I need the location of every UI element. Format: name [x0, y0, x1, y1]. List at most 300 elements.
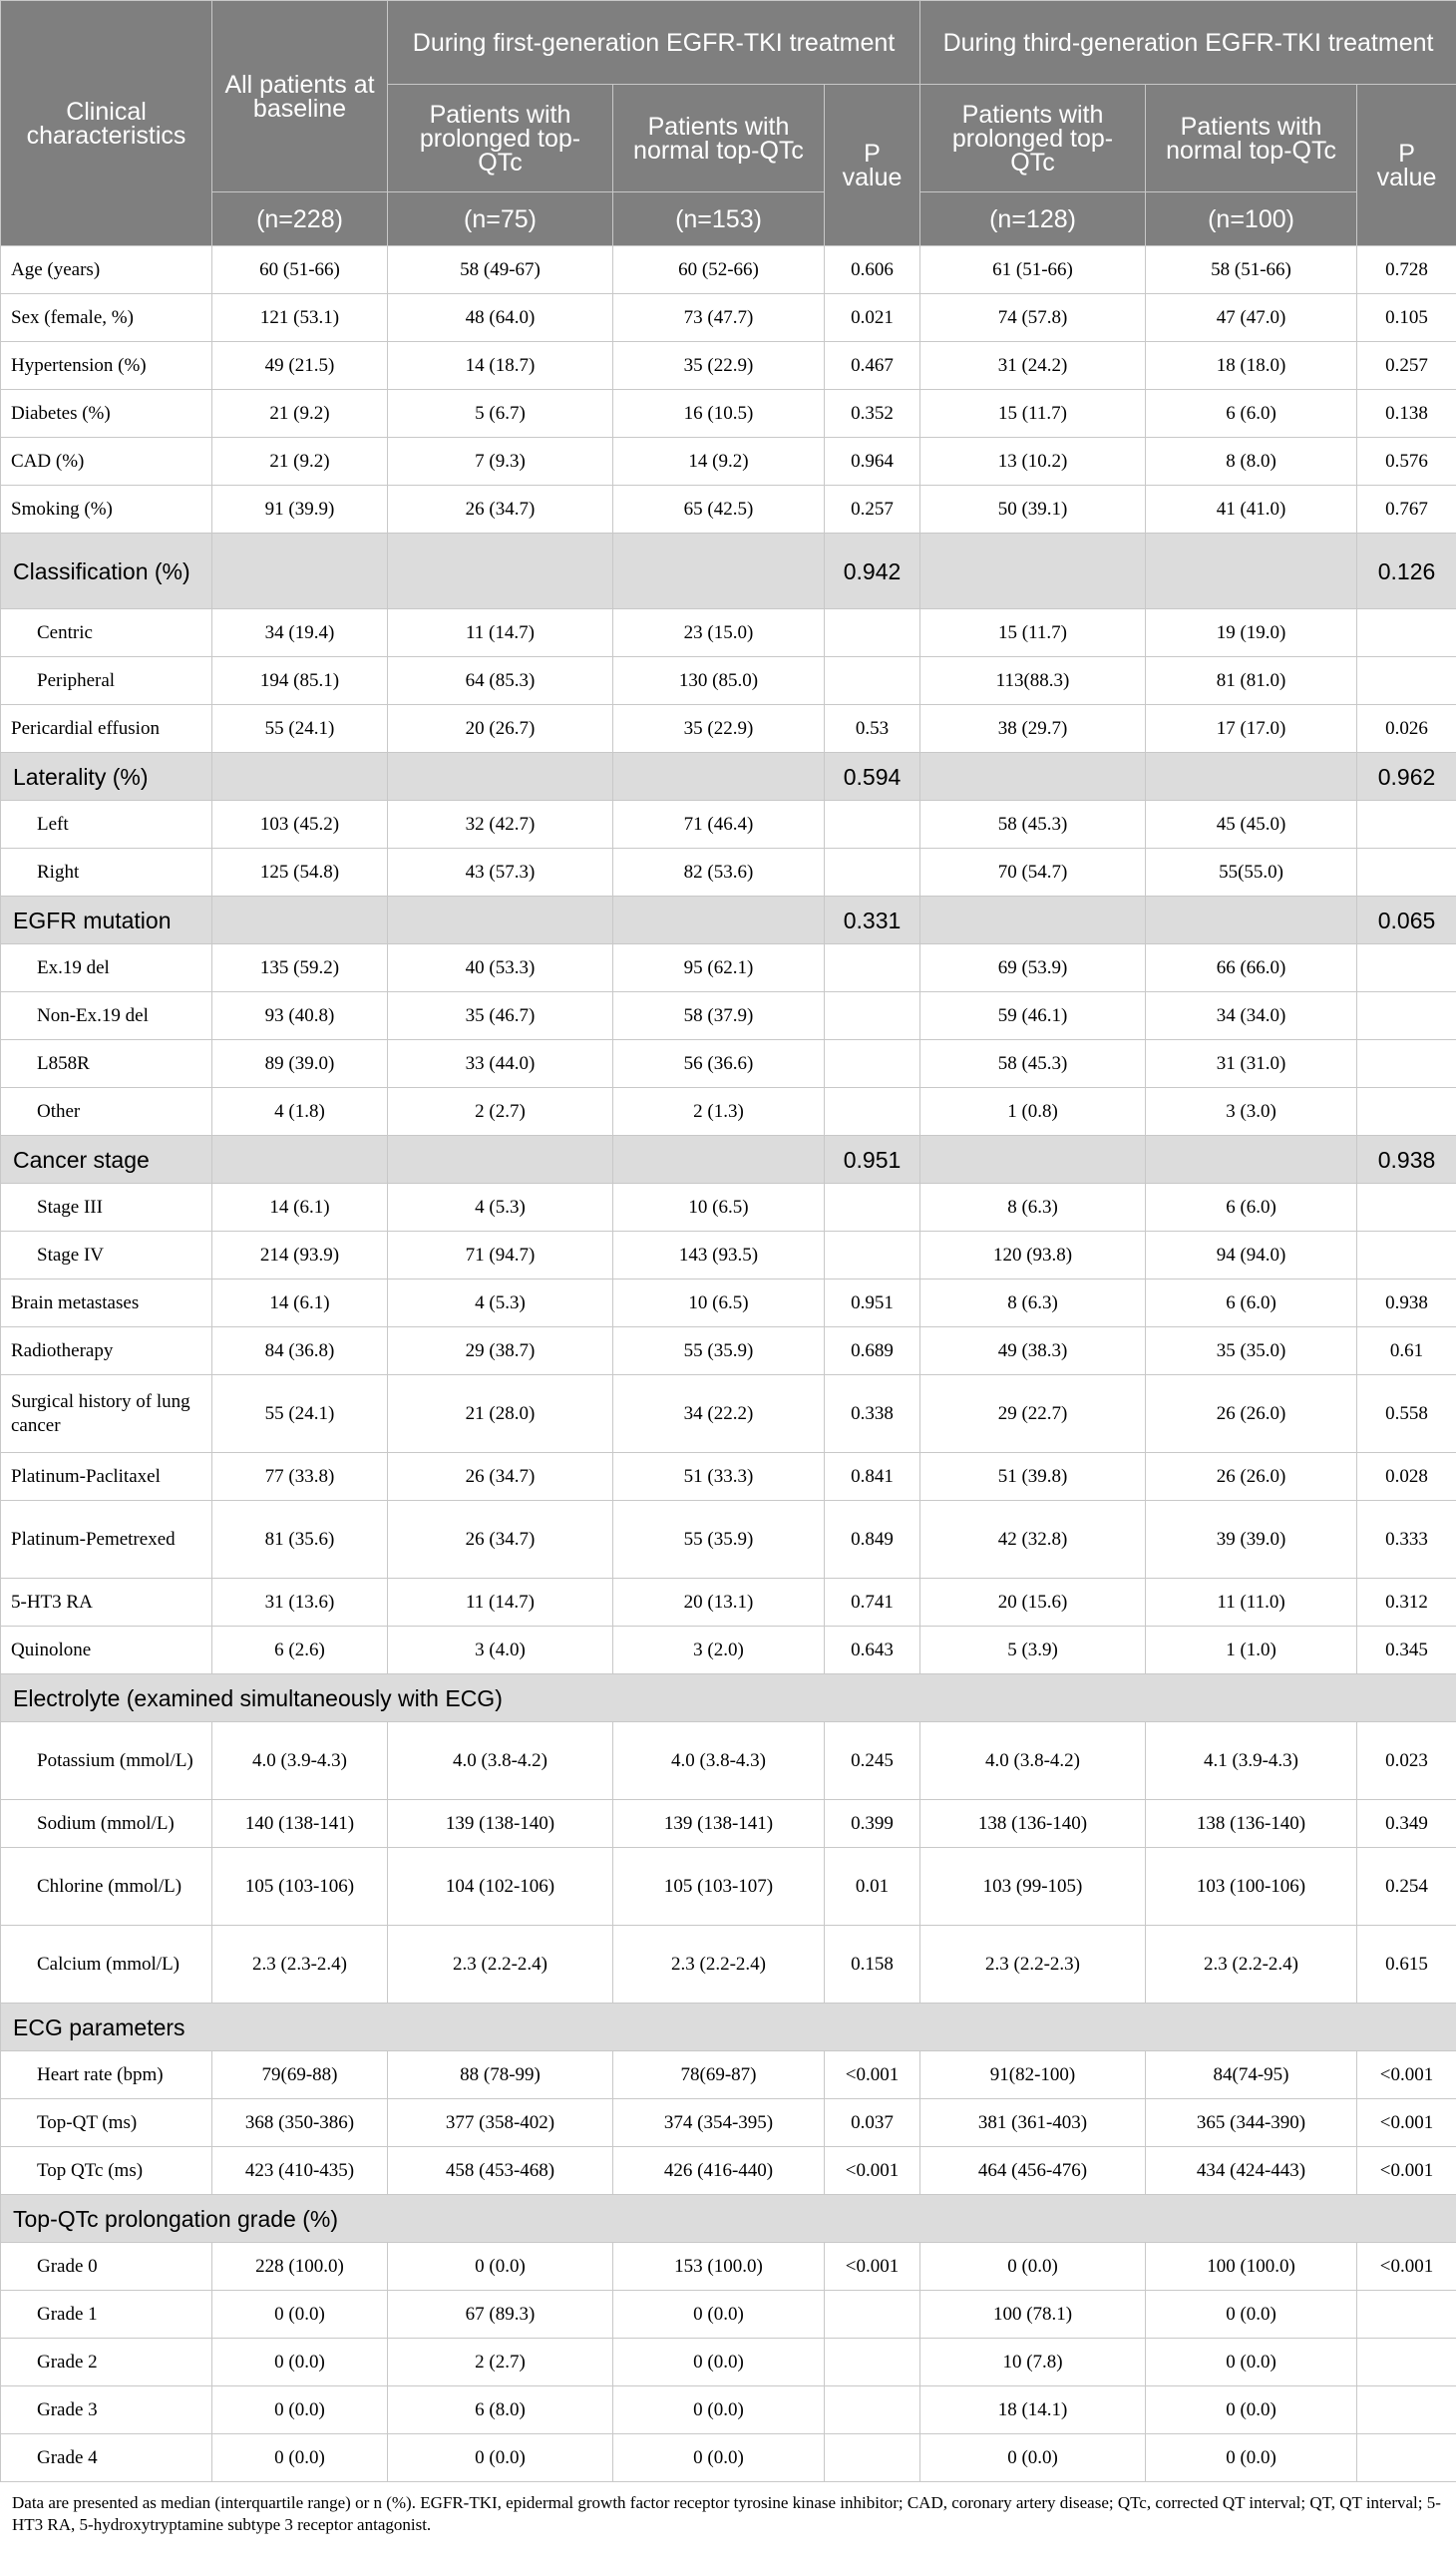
table-cell: 38 (29.7) [920, 705, 1146, 753]
section-pvalue-first: 0.331 [825, 897, 920, 944]
table-cell [1357, 2386, 1456, 2434]
table-cell: 35 (22.9) [613, 705, 825, 753]
table-cell: 29 (38.7) [388, 1327, 613, 1375]
table-cell: 100 (100.0) [1146, 2243, 1357, 2291]
table-cell: 26 (34.7) [388, 1501, 613, 1579]
header-third-prolonged: Patients with prolonged top-QTc [920, 85, 1146, 192]
table-cell [825, 2339, 920, 2386]
table-cell: 55 (35.9) [613, 1327, 825, 1375]
table-cell: 139 (138-141) [613, 1800, 825, 1848]
table-cell: 8 (6.3) [920, 1184, 1146, 1232]
table-cell: 73 (47.7) [613, 294, 825, 342]
table-cell: 18 (18.0) [1146, 342, 1357, 390]
table-cell: 2.3 (2.2-2.4) [388, 1926, 613, 2004]
table-cell: 35 (35.0) [1146, 1327, 1357, 1375]
table-row [1, 1088, 1456, 1136]
table-cell: 11 (11.0) [1146, 1579, 1357, 1627]
table-cell: 0 (0.0) [920, 2243, 1146, 2291]
row-label: Grade 0 [1, 2243, 212, 2291]
table-cell: <0.001 [1357, 2243, 1456, 2291]
table-cell [825, 609, 920, 657]
table-cell: 58 (49-67) [388, 246, 613, 294]
row-label: Chlorine (mmol/L) [1, 1848, 212, 1926]
table-cell: 0.257 [825, 486, 920, 534]
table-cell: 365 (344-390) [1146, 2099, 1357, 2147]
section-label: Classification (%) [1, 534, 212, 609]
table-cell: 0.338 [825, 1375, 920, 1453]
header-n-first-normal: (n=153) [613, 192, 825, 246]
table-cell: <0.001 [825, 2147, 920, 2195]
table-cell: 423 (410-435) [212, 2147, 388, 2195]
table-row [1, 390, 1456, 438]
table-cell: 0 (0.0) [388, 2434, 613, 2482]
table-row [1, 1280, 1456, 1327]
table-cell [1357, 1232, 1456, 1280]
table-cell: 66 (66.0) [1146, 944, 1357, 992]
table-cell: 65 (42.5) [613, 486, 825, 534]
table-cell: 4.0 (3.8-4.2) [920, 1722, 1146, 1800]
header-n-all: (n=228) [212, 192, 388, 246]
table-cell: 4 (5.3) [388, 1280, 613, 1327]
table-cell: 6 (8.0) [388, 2386, 613, 2434]
table-cell [1357, 2339, 1456, 2386]
row-label: Radiotherapy [1, 1327, 212, 1375]
table-row [1, 1579, 1456, 1627]
row-label: Grade 1 [1, 2291, 212, 2339]
row-label: Diabetes (%) [1, 390, 212, 438]
table-cell: 4 (5.3) [388, 1184, 613, 1232]
table-cell [1357, 1184, 1456, 1232]
table-cell: 103 (99-105) [920, 1848, 1146, 1926]
table-cell: 113(88.3) [920, 657, 1146, 705]
table-cell [825, 1184, 920, 1232]
table-cell: 56 (36.6) [613, 1040, 825, 1088]
table-cell: 103 (100-106) [1146, 1848, 1357, 1926]
row-label: Platinum-Paclitaxel [1, 1453, 212, 1501]
table-cell: 64 (85.3) [388, 657, 613, 705]
table-footnote: Data are presented as median (interquartile range) or n (%). EGFR-TKI, epidermal growth factor receptor tyrosine kinase inhibitor; CAD, coronary artery disease; QTc, corrected QT interval; QT, QT interval; 5-HT3 RA, 5-hydroxytryptamine subtype 3 receptor antagonist. [12, 2493, 1441, 2534]
table-row [1, 246, 1456, 294]
header-n-first-prolonged: (n=75) [388, 192, 613, 246]
section-empty-cell [613, 1136, 825, 1184]
section-empty-cell [1146, 753, 1357, 801]
row-label: Age (years) [1, 246, 212, 294]
row-label: Brain metastases [1, 1280, 212, 1327]
table-cell: 4.0 (3.8-4.2) [388, 1722, 613, 1800]
section-pvalue-third: 0.065 [1357, 897, 1456, 944]
table-cell: 138 (136-140) [920, 1800, 1146, 1848]
table-cell: 121 (53.1) [212, 294, 388, 342]
table-cell: 2 (2.7) [388, 2339, 613, 2386]
section-row [1, 753, 1456, 801]
table-cell: 33 (44.0) [388, 1040, 613, 1088]
row-label: Top-QT (ms) [1, 2099, 212, 2147]
table-cell: 39 (39.0) [1146, 1501, 1357, 1579]
table-cell: 7 (9.3) [388, 438, 613, 486]
table-cell [1357, 944, 1456, 992]
table-cell: 153 (100.0) [613, 2243, 825, 2291]
table-row [1, 1375, 1456, 1453]
table-row [1, 2243, 1456, 2291]
table-cell: 50 (39.1) [920, 486, 1146, 534]
table-cell: 84(74-95) [1146, 2051, 1357, 2099]
table-cell: 91 (39.9) [212, 486, 388, 534]
table-cell [1357, 1088, 1456, 1136]
table-row [1, 2147, 1456, 2195]
table-cell: 67 (89.3) [388, 2291, 613, 2339]
table-cell: 140 (138-141) [212, 1800, 388, 1848]
row-label: Potassium (mmol/L) [1, 1722, 212, 1800]
header-clinical-characteristics: Clinical characteristics [1, 1, 212, 246]
table-header [1, 1, 1456, 246]
table-cell: 35 (22.9) [613, 342, 825, 390]
table-cell: 0.257 [1357, 342, 1456, 390]
table-cell: 4.0 (3.8-4.3) [613, 1722, 825, 1800]
row-label: CAD (%) [1, 438, 212, 486]
table-row [1, 2339, 1456, 2386]
table-cell: 14 (9.2) [613, 438, 825, 486]
table-cell: 89 (39.0) [212, 1040, 388, 1088]
section-row [1, 2004, 1456, 2051]
table-cell: 61 (51-66) [920, 246, 1146, 294]
table-row [1, 486, 1456, 534]
section-pvalue-third: 0.938 [1357, 1136, 1456, 1184]
table-cell: 0.026 [1357, 705, 1456, 753]
table-cell: 34 (34.0) [1146, 992, 1357, 1040]
section-empty-cell [613, 897, 825, 944]
table-cell: 0.158 [825, 1926, 920, 2004]
table-cell: 2.3 (2.2-2.4) [1146, 1926, 1357, 2004]
table-row [1, 705, 1456, 753]
table-cell [825, 849, 920, 897]
row-label: Surgical history of lung cancer [1, 1375, 212, 1453]
table-cell: 120 (93.8) [920, 1232, 1146, 1280]
table-cell: 0 (0.0) [920, 2434, 1146, 2482]
table-cell: 0.576 [1357, 438, 1456, 486]
row-label: Sodium (mmol/L) [1, 1800, 212, 1848]
table-cell: 4.0 (3.9-4.3) [212, 1722, 388, 1800]
section-pvalue-first: 0.951 [825, 1136, 920, 1184]
table-cell: 43 (57.3) [388, 849, 613, 897]
table-cell: 20 (15.6) [920, 1579, 1146, 1627]
section-row [1, 1136, 1456, 1184]
table-cell: 130 (85.0) [613, 657, 825, 705]
table-row [1, 294, 1456, 342]
table-cell: 0.023 [1357, 1722, 1456, 1800]
section-empty-cell [388, 897, 613, 944]
table-body [1, 246, 1456, 2482]
table-row [1, 1926, 1456, 2004]
row-label: Left [1, 801, 212, 849]
section-row [1, 534, 1456, 609]
table-cell: 32 (42.7) [388, 801, 613, 849]
table-cell: 105 (103-106) [212, 1848, 388, 1926]
table-row [1, 1800, 1456, 1848]
section-empty-cell [920, 1136, 1146, 1184]
table-cell: 103 (45.2) [212, 801, 388, 849]
table-cell: 58 (51-66) [1146, 246, 1357, 294]
row-label: Grade 2 [1, 2339, 212, 2386]
table-cell: 0 (0.0) [1146, 2386, 1357, 2434]
table-cell: 58 (37.9) [613, 992, 825, 1040]
table-cell: 14 (6.1) [212, 1280, 388, 1327]
table-cell: 26 (26.0) [1146, 1453, 1357, 1501]
table-cell: 0.312 [1357, 1579, 1456, 1627]
table-cell [825, 992, 920, 1040]
table-cell: 0.53 [825, 705, 920, 753]
header-first-pvalue: P value [825, 85, 920, 246]
section-empty-cell [212, 534, 388, 609]
table-cell: 26 (34.7) [388, 1453, 613, 1501]
table-cell: 31 (13.6) [212, 1579, 388, 1627]
table-cell [1357, 849, 1456, 897]
table-cell [825, 1232, 920, 1280]
table-cell: 55 (35.9) [613, 1501, 825, 1579]
table-cell: 0.037 [825, 2099, 920, 2147]
table-cell: 29 (22.7) [920, 1375, 1146, 1453]
table-cell: 0.741 [825, 1579, 920, 1627]
header-third-generation: During third-generation EGFR-TKI treatment [920, 1, 1456, 85]
table-cell: 70 (54.7) [920, 849, 1146, 897]
header-third-normal: Patients with normal top-QTc [1146, 85, 1357, 192]
table-cell: 10 (7.8) [920, 2339, 1146, 2386]
table-row [1, 657, 1456, 705]
table-cell: 138 (136-140) [1146, 1800, 1357, 1848]
table-cell: 5 (3.9) [920, 1627, 1146, 1674]
table-cell: 104 (102-106) [388, 1848, 613, 1926]
section-row [1, 2195, 1456, 2243]
table-cell: 0.245 [825, 1722, 920, 1800]
section-label: EGFR mutation [1, 897, 212, 944]
section-pvalue-third: 0.126 [1357, 534, 1456, 609]
table-cell: 94 (94.0) [1146, 1232, 1357, 1280]
section-empty-cell [920, 897, 1146, 944]
section-empty-cell [212, 753, 388, 801]
table-cell: 0.767 [1357, 486, 1456, 534]
table-cell: 14 (18.7) [388, 342, 613, 390]
table-cell: 4.1 (3.9-4.3) [1146, 1722, 1357, 1800]
table-cell [825, 2291, 920, 2339]
table-cell: <0.001 [1357, 2147, 1456, 2195]
table-row [1, 2386, 1456, 2434]
table-cell: 19 (19.0) [1146, 609, 1357, 657]
table-cell: 4 (1.8) [212, 1088, 388, 1136]
table-cell: 0 (0.0) [1146, 2291, 1357, 2339]
table-cell [1357, 609, 1456, 657]
table-cell: 49 (21.5) [212, 342, 388, 390]
table-cell: 81 (35.6) [212, 1501, 388, 1579]
section-label: ECG parameters [1, 2004, 1456, 2051]
row-label: Grade 3 [1, 2386, 212, 2434]
table-cell: 16 (10.5) [613, 390, 825, 438]
table-cell: <0.001 [1357, 2099, 1456, 2147]
table-cell: 0.558 [1357, 1375, 1456, 1453]
row-label: Right [1, 849, 212, 897]
table-row [1, 1627, 1456, 1674]
section-empty-cell [388, 753, 613, 801]
table-row [1, 1327, 1456, 1375]
table-cell: 0.643 [825, 1627, 920, 1674]
table-cell: 6 (6.0) [1146, 390, 1357, 438]
table-cell: 0 (0.0) [613, 2291, 825, 2339]
table-cell: 20 (26.7) [388, 705, 613, 753]
table-cell [1357, 992, 1456, 1040]
table-row [1, 1722, 1456, 1800]
table-cell: 0.606 [825, 246, 920, 294]
table-cell: 2 (1.3) [613, 1088, 825, 1136]
table-cell: 49 (38.3) [920, 1327, 1146, 1375]
table-cell: 381 (361-403) [920, 2099, 1146, 2147]
table-cell: 458 (453-468) [388, 2147, 613, 2195]
table-cell: 0 (0.0) [1146, 2434, 1357, 2482]
section-empty-cell [1146, 534, 1357, 609]
section-empty-cell [212, 897, 388, 944]
row-label: Top QTc (ms) [1, 2147, 212, 2195]
table-cell: 13 (10.2) [920, 438, 1146, 486]
table-cell: 2.3 (2.2-2.3) [920, 1926, 1146, 2004]
table-cell: 78(69-87) [613, 2051, 825, 2099]
table-cell: 15 (11.7) [920, 390, 1146, 438]
table-cell [825, 801, 920, 849]
table-cell: 34 (19.4) [212, 609, 388, 657]
section-empty-cell [388, 1136, 613, 1184]
row-label: Grade 4 [1, 2434, 212, 2482]
table-cell: 377 (358-402) [388, 2099, 613, 2147]
table-cell: 100 (78.1) [920, 2291, 1146, 2339]
table-cell: 0.021 [825, 294, 920, 342]
table-cell: 125 (54.8) [212, 849, 388, 897]
table-cell: 0.01 [825, 1848, 920, 1926]
table-row [1, 438, 1456, 486]
table-cell: 15 (11.7) [920, 609, 1146, 657]
table-cell: 47 (47.0) [1146, 294, 1357, 342]
table-cell: 0.728 [1357, 246, 1456, 294]
table-row [1, 342, 1456, 390]
table-cell [825, 657, 920, 705]
section-label: Electrolyte (examined simultaneously with ECG) [1, 1674, 1456, 1722]
table-cell: 8 (6.3) [920, 1280, 1146, 1327]
row-label: Stage III [1, 1184, 212, 1232]
row-label: Other [1, 1088, 212, 1136]
table-cell: 26 (34.7) [388, 486, 613, 534]
table-cell [1357, 2434, 1456, 2482]
table-cell: 0.61 [1357, 1327, 1456, 1375]
row-label: Heart rate (bpm) [1, 2051, 212, 2099]
table-cell [1357, 2291, 1456, 2339]
table-cell: 228 (100.0) [212, 2243, 388, 2291]
table-cell: 11 (14.7) [388, 1579, 613, 1627]
table-cell: 0 (0.0) [212, 2291, 388, 2339]
table-cell: 0 (0.0) [212, 2386, 388, 2434]
table-cell: 69 (53.9) [920, 944, 1146, 992]
table-cell: <0.001 [825, 2243, 920, 2291]
table-cell: 0.689 [825, 1327, 920, 1375]
table-cell: 55 (24.1) [212, 1375, 388, 1453]
table-cell: 1 (0.8) [920, 1088, 1146, 1136]
table-cell: 0 (0.0) [212, 2434, 388, 2482]
table-cell [825, 2386, 920, 2434]
table-cell: <0.001 [1357, 2051, 1456, 2099]
row-label: Peripheral [1, 657, 212, 705]
table-cell: 0.951 [825, 1280, 920, 1327]
table-cell: 77 (33.8) [212, 1453, 388, 1501]
table-row [1, 849, 1456, 897]
table-cell [825, 1040, 920, 1088]
table-cell: 464 (456-476) [920, 2147, 1146, 2195]
table-cell: <0.001 [825, 2051, 920, 2099]
table-cell: 10 (6.5) [613, 1184, 825, 1232]
section-label: Cancer stage [1, 1136, 212, 1184]
table-cell: 0.138 [1357, 390, 1456, 438]
table-cell: 5 (6.7) [388, 390, 613, 438]
row-label: Pericardial effusion [1, 705, 212, 753]
table-cell: 41 (41.0) [1146, 486, 1357, 534]
table-cell: 6 (6.0) [1146, 1280, 1357, 1327]
table-cell: 55(55.0) [1146, 849, 1357, 897]
table-cell: 21 (9.2) [212, 390, 388, 438]
table-cell: 21 (9.2) [212, 438, 388, 486]
row-label: Ex.19 del [1, 944, 212, 992]
section-row [1, 1674, 1456, 1722]
table-cell: 0.254 [1357, 1848, 1456, 1926]
table-cell: 0 (0.0) [613, 2339, 825, 2386]
header-first-prolonged: Patients with prolonged top-QTc [388, 85, 613, 192]
table-cell [825, 944, 920, 992]
table-cell: 59 (46.1) [920, 992, 1146, 1040]
table-cell: 0.028 [1357, 1453, 1456, 1501]
table-cell: 71 (46.4) [613, 801, 825, 849]
table-cell: 81 (81.0) [1146, 657, 1357, 705]
table-cell: 84 (36.8) [212, 1327, 388, 1375]
table-cell: 42 (32.8) [920, 1501, 1146, 1579]
table-cell: 105 (103-107) [613, 1848, 825, 1926]
section-empty-cell [1146, 1136, 1357, 1184]
table-cell: 0 (0.0) [388, 2243, 613, 2291]
table-cell: 426 (416-440) [613, 2147, 825, 2195]
table-row [1, 609, 1456, 657]
table-cell: 0.345 [1357, 1627, 1456, 1674]
table-cell: 58 (45.3) [920, 801, 1146, 849]
table-cell: 14 (6.1) [212, 1184, 388, 1232]
table-cell: 3 (4.0) [388, 1627, 613, 1674]
table-cell: 74 (57.8) [920, 294, 1146, 342]
table-cell: 434 (424-443) [1146, 2147, 1357, 2195]
table-cell: 3 (3.0) [1146, 1088, 1357, 1136]
table-row [1, 1040, 1456, 1088]
table-cell: 51 (39.8) [920, 1453, 1146, 1501]
row-label: Calcium (mmol/L) [1, 1926, 212, 2004]
table-row [1, 801, 1456, 849]
section-empty-cell [212, 1136, 388, 1184]
section-empty-cell [1146, 897, 1357, 944]
table-cell [825, 2434, 920, 2482]
table-cell: 35 (46.7) [388, 992, 613, 1040]
row-label: 5-HT3 RA [1, 1579, 212, 1627]
table-cell: 0.841 [825, 1453, 920, 1501]
table-cell: 0 (0.0) [613, 2434, 825, 2482]
table-cell: 20 (13.1) [613, 1579, 825, 1627]
table-row [1, 2099, 1456, 2147]
row-label: Hypertension (%) [1, 342, 212, 390]
table-cell: 0.849 [825, 1501, 920, 1579]
header-first-normal: Patients with normal top-QTc [613, 85, 825, 192]
table-cell: 0.938 [1357, 1280, 1456, 1327]
table-cell: 143 (93.5) [613, 1232, 825, 1280]
table-row [1, 1232, 1456, 1280]
table-cell: 2.3 (2.2-2.4) [613, 1926, 825, 2004]
header-third-pvalue: P value [1357, 85, 1456, 246]
table-cell: 11 (14.7) [388, 609, 613, 657]
